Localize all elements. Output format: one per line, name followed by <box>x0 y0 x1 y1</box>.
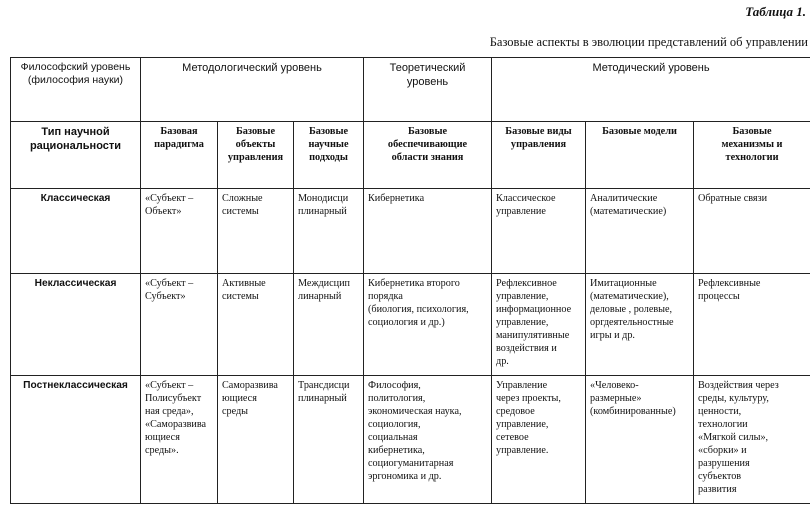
header-theoretical-level: Теоретический уровень <box>364 58 492 122</box>
header-rationality-type: Тип научной рациональности <box>11 122 141 189</box>
row-type: Неклассическая <box>11 274 141 376</box>
header-approaches: Базовые научные подходы <box>294 122 364 189</box>
header-methodological-level: Методологический уровень <box>141 58 364 122</box>
row-type: Классическая <box>11 189 141 274</box>
cell-knowledge: Кибернетика второго порядка (биология, психология, социология и др.) <box>364 274 492 376</box>
header-objects: Базовые объекты управления <box>218 122 294 189</box>
cell-approaches: Трансдисци плинарный <box>294 376 364 504</box>
cell-paradigm: «Субъект – Объект» <box>141 189 218 274</box>
cell-mechanisms: Обратные связи <box>694 189 810 274</box>
header-mechanisms: Базовые механизмы и технологии <box>694 122 810 189</box>
table-row <box>11 189 810 274</box>
header-models: Базовые модели <box>586 122 694 189</box>
header-paradigm: Базовая парадигма <box>141 122 218 189</box>
header-kinds: Базовые виды управления <box>492 122 586 189</box>
cell-models: «Человеко- размерные» (комбинированные) <box>586 376 694 504</box>
cell-paradigm: «Субъект – Субъект» <box>141 274 218 376</box>
header-philosophical-level: Философский уровень (философия науки) <box>11 58 141 122</box>
table-caption: Таблица 1. <box>745 4 806 19</box>
cell-mechanisms: Воздействия через среды, культуру, ценности, технологии «Мягкой силы», «сборки» и разрушения субъектов развития <box>694 376 810 504</box>
cell-models: Аналитические (математические) <box>586 189 694 274</box>
cell-models: Имитационные (математические), деловые , ролевые, оргдеятельностные игры и др. <box>586 274 694 376</box>
row-type: Постнеклассическая <box>11 376 141 504</box>
cell-kinds: Управление через проекты, средовое управление, сетевое управление. <box>492 376 586 504</box>
cell-kinds: Классическое управление <box>492 189 586 274</box>
cell-paradigm: «Субъект – Полисубъект ная среда», «Саморазвива ющиеся среды». <box>141 376 218 504</box>
cell-mechanisms: Рефлексивные процессы <box>694 274 810 376</box>
table-title: Базовые аспекты в эволюции представлений об управлении <box>489 35 808 49</box>
table-row <box>11 274 810 376</box>
cell-objects: Саморазвива ющиеся среды <box>218 376 294 504</box>
cell-objects: Активные системы <box>218 274 294 376</box>
table-row <box>11 376 810 504</box>
header-knowledge: Базовые обеспечивающие области знания <box>364 122 492 189</box>
cell-kinds: Рефлексивное управление, информационное управление, манипулятивные воздействия и др. <box>492 274 586 376</box>
aspects-table <box>10 57 810 504</box>
cell-approaches: Монодисци плинарный <box>294 189 364 274</box>
cell-objects: Сложные системы <box>218 189 294 274</box>
cell-knowledge: Философия, политология, экономическая наука, социология, социальная кибернетика, социогуманитарная эргономика и др. <box>364 376 492 504</box>
cell-knowledge: Кибернетика <box>364 189 492 274</box>
cell-approaches: Междисцип линарный <box>294 274 364 376</box>
header-methodical-level: Методический уровень <box>492 58 810 122</box>
